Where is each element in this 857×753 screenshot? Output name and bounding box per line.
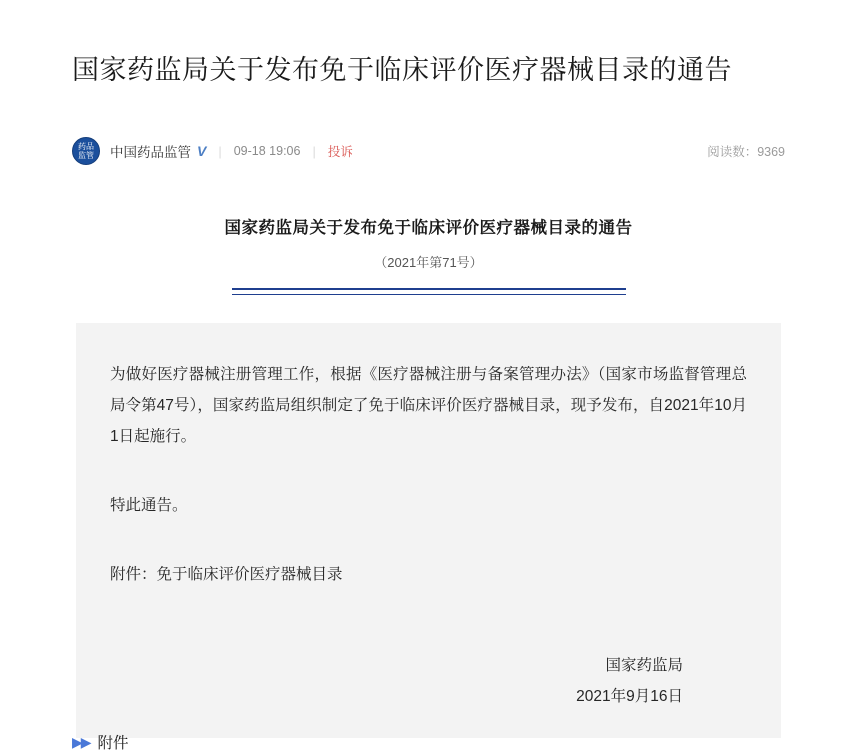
document-content xyxy=(76,196,781,738)
verified-badge-icon: V xyxy=(197,143,207,159)
read-count: 阅读数：9369 xyxy=(707,145,785,159)
document-paragraph: 特此通告。 xyxy=(110,497,188,514)
document-title: 国家药监局关于发布免于临床评价医疗器械目录的通告 xyxy=(224,219,633,237)
signature-date: 2021年9月16日 xyxy=(576,688,683,705)
timestamp: 09-18 19:06 xyxy=(233,144,301,158)
document-divider xyxy=(232,288,626,295)
author-name[interactable]: 中国药品监管 xyxy=(110,145,191,160)
document-body xyxy=(76,323,781,738)
document-paragraph: 附件：免于临床评价医疗器械目录 xyxy=(110,566,343,583)
paragraph-spacer xyxy=(110,478,747,490)
document-signature xyxy=(110,650,747,712)
report-link[interactable]: 投诉 xyxy=(327,145,353,159)
avatar-line-1: 药品 xyxy=(78,142,94,151)
paragraph-spacer xyxy=(110,547,747,559)
document-paragraph: 为做好医疗器械注册管理工作，根据《医疗器械注册与备案管理办法》（国家市场监督管理总局令第47号），国家药监局组织制定了免于临床评价医疗器械目录，现予发布，自2021年10月1日起施行。 xyxy=(110,366,747,445)
byline xyxy=(72,136,785,166)
document-number: （2021年第71号） xyxy=(374,255,483,270)
avatar-line-2: 监管 xyxy=(78,151,94,160)
attachment-label: 附件 xyxy=(97,735,129,752)
signature-org: 国家药监局 xyxy=(605,657,683,674)
page-title: 国家药监局关于发布免于临床评价医疗器械目录的通告 xyxy=(72,55,732,86)
double-arrow-icon: ▶▶ xyxy=(72,733,90,750)
byline-separator-2: | xyxy=(312,143,316,159)
avatar[interactable] xyxy=(72,137,100,165)
byline-separator-1: | xyxy=(218,143,222,159)
attachment-section xyxy=(72,731,129,753)
